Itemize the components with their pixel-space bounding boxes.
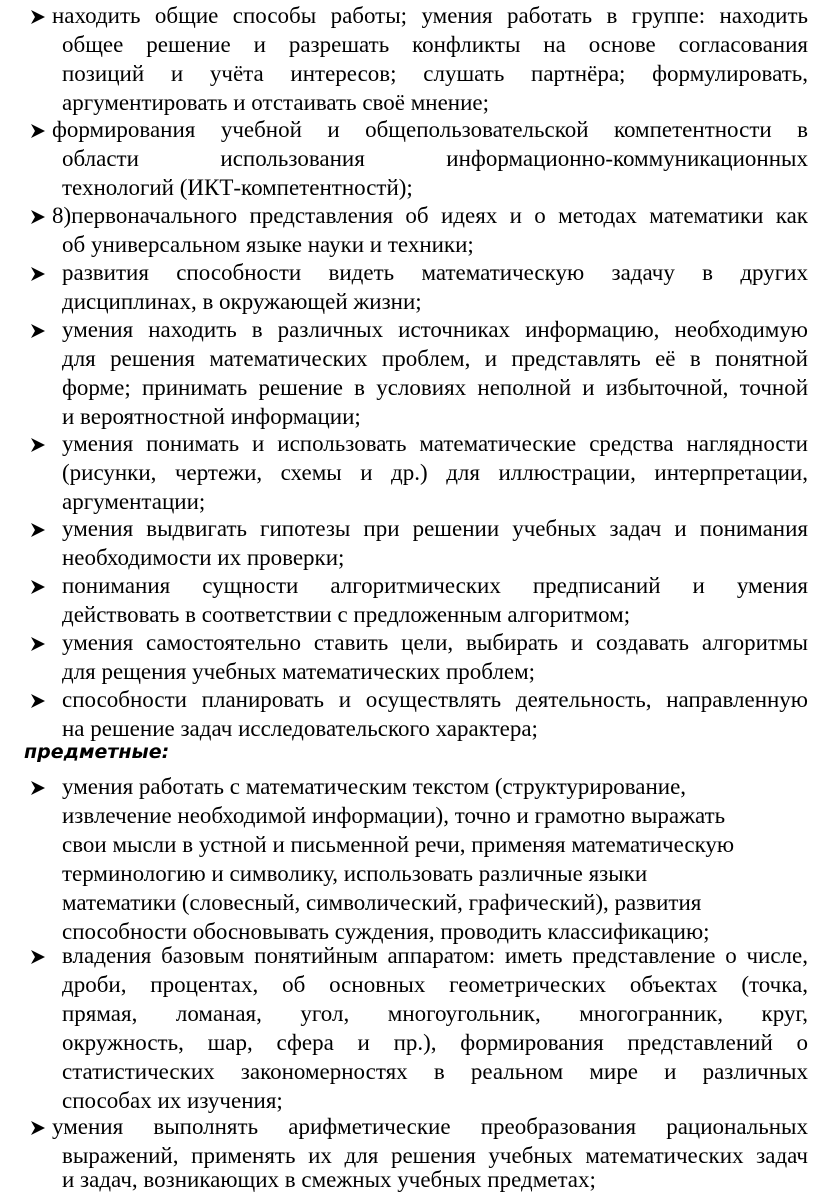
list-item-text-line: развития способности видеть математическую задачу в других	[62, 260, 808, 285]
list-item-text-line: способах их изучения;	[62, 1088, 283, 1113]
list-item-text-line: статистических закономерностях в реальном мире и различных	[62, 1059, 808, 1084]
list-item-text-line: и вероятностной информации;	[62, 404, 361, 429]
list-item-text-line: дисциплинах, в окружающей жизни;	[62, 289, 422, 314]
arrow-bullet-icon	[30, 1120, 46, 1136]
list-item-text-line: умения работать с математическим текстом (структурирование,	[62, 774, 687, 799]
arrow-bullet-icon	[30, 693, 46, 709]
list-item-text-line: владения базовым понятийным аппаратом: иметь представление о числе,	[62, 943, 808, 968]
arrow-bullet-icon	[30, 636, 46, 652]
arrow-bullet-icon	[30, 780, 46, 796]
list-item-text-line: умения выполнять арифметические преобразования рациональных	[52, 1114, 808, 1139]
arrow-bullet-icon	[30, 209, 46, 225]
list-item-text-line: форме; принимать решение в условиях неполной и избыточной, точной	[62, 375, 808, 400]
list-item-text-line: свои мысли в устной и письменной речи, применяя математическую	[62, 832, 735, 857]
arrow-bullet-icon	[30, 9, 46, 25]
list-item-text-line: общее решение и разрешать конфликты на основе согласования	[62, 32, 808, 57]
list-item-text-line: понимания сущности алгоритмических предписаний и умения	[62, 573, 808, 598]
list-item-text-line: дроби, процентах, об основных геометрических объектах (точка,	[62, 972, 808, 997]
list-item-text-line: технологий (ИКТ-компетентностй);	[62, 175, 413, 200]
arrow-bullet-icon	[30, 579, 46, 595]
list-item-text-line: формирования учебной и общепользовательской компетентности в	[52, 117, 808, 142]
list-item-text-line: извлечение необходимой информации), точно и грамотно выражать	[62, 803, 726, 828]
list-item-text-line: позиций и учёта интересов; слушать партнёра; формулировать,	[62, 61, 808, 86]
arrow-bullet-icon	[30, 123, 46, 139]
section-heading: предметные:	[24, 741, 170, 763]
list-item-text-line: области использования информационно-коммуникационных	[62, 146, 808, 171]
list-item-text-line: 8)первоначального представления об идеях и о методах математики как	[52, 203, 808, 228]
list-item-text-line: действовать в соответствии с предложенным алгоритмом;	[62, 602, 631, 627]
list-item-text-line: окружность, шар, сфера и пр.), формирования представлений о	[62, 1030, 808, 1055]
list-item-text-line: и задач, возникающих в смежных учебных предметах;	[62, 1167, 596, 1192]
list-item-text-line: умения понимать и использовать математические средства наглядности	[62, 431, 808, 456]
list-item-text-line: аргументации;	[62, 489, 206, 514]
arrow-bullet-icon	[30, 437, 46, 453]
list-item-text-line: необходимости их проверки;	[62, 545, 345, 570]
list-item-text-line: прямая, ломаная, угол, многоугольник, многогранник, круг,	[62, 1001, 808, 1026]
list-item-text-line: терминологию и символику, использовать различные языки	[62, 861, 648, 886]
arrow-bullet-icon	[30, 522, 46, 538]
list-item-text-line: (рисунки, чертежи, схемы и др.) для иллюстрации, интерпретации,	[62, 460, 808, 485]
list-item-text-line: для рещения учебных математических проблем;	[62, 659, 536, 684]
list-item-text-line: на решение задач исследовательского характера;	[62, 716, 538, 741]
list-item-text-line: умения находить в различных источниках информацию, необходимую	[62, 317, 808, 342]
list-item-text-line: способности планировать и осуществлять деятельность, направленную	[62, 687, 808, 712]
list-item-text-line: математики (словесный, символический, графический), развития	[62, 890, 702, 915]
arrow-bullet-icon	[30, 949, 46, 965]
list-item-text-line: об универсальном языке науки и техники;	[62, 232, 474, 257]
list-item-text-line: аргументировать и отстаивать своё мнение;	[62, 90, 489, 115]
arrow-bullet-icon	[30, 266, 46, 282]
list-item-text-line: для решения математических проблем, и представлять её в понятной	[62, 346, 808, 371]
list-item-text-line: находить общие способы работы; умения работать в группе: находить	[52, 3, 808, 28]
list-item-text-line: умения самостоятельно ставить цели, выбирать и создавать алгоритмы	[62, 630, 808, 655]
list-item-text-line: способности обосновывать суждения, проводить классификацию;	[62, 919, 710, 944]
arrow-bullet-icon	[30, 323, 46, 339]
list-item-text-line: выражений, применять их для решения учебных математических задач	[62, 1143, 808, 1168]
list-item-text-line: умения выдвигать гипотезы при решении учебных задач и понимания	[62, 516, 808, 541]
